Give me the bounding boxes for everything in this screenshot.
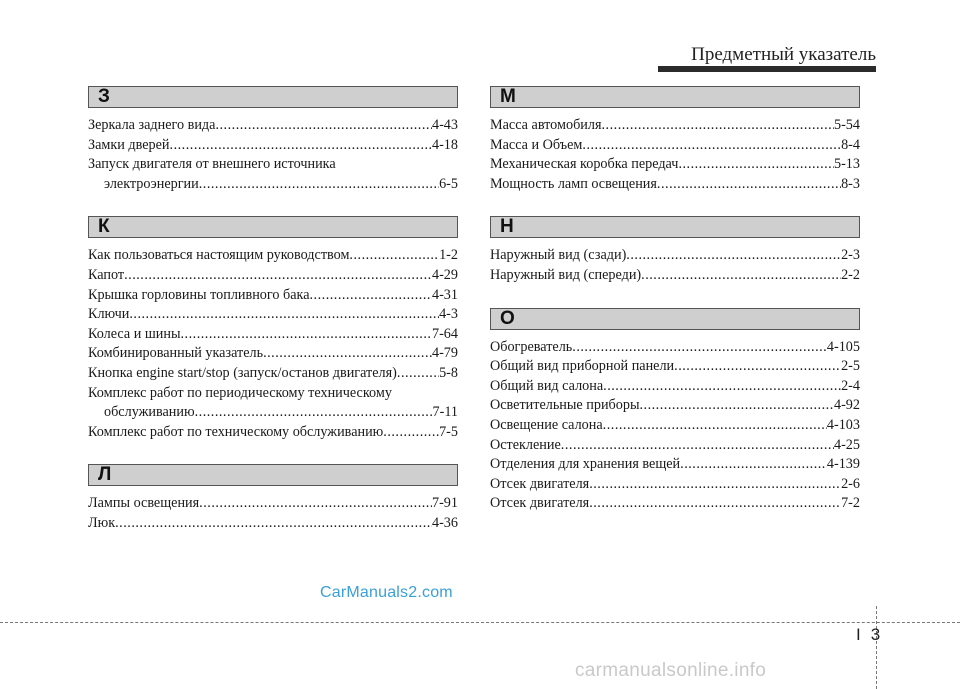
index-entry-page: 2-4 <box>841 377 860 394</box>
index-entry-continuation: электроэнергии <box>104 175 199 192</box>
index-entry-title: Мощность ламп освещения <box>490 175 657 192</box>
page-header-title: Предметный указатель <box>691 44 876 65</box>
dot-leader <box>561 436 834 456</box>
index-entry[interactable] <box>88 514 458 534</box>
index-entry-page: 4-43 <box>431 117 458 133</box>
index-entry[interactable] <box>490 396 860 416</box>
index-entry-page: 7-64 <box>431 325 458 342</box>
dot-leader <box>263 344 432 364</box>
index-entry-list <box>490 238 860 285</box>
index-entry-page: 4-29 <box>431 266 458 283</box>
index-entry-page: 5-8 <box>439 364 458 381</box>
index-entry-page: 7-91 <box>431 495 458 512</box>
index-entry-title: Остекление <box>490 436 561 453</box>
index-entry-page: 6-5 <box>439 175 458 192</box>
dot-leader <box>603 416 827 436</box>
index-entry-title: Замки дверей <box>88 136 170 153</box>
section-header <box>88 216 458 238</box>
index-entry-title: Освещение салона <box>490 416 603 433</box>
dot-leader <box>199 175 439 195</box>
dot-leader <box>639 396 834 416</box>
dot-leader <box>680 455 827 475</box>
dot-leader <box>589 494 841 514</box>
dot-leader <box>674 357 841 377</box>
index-entry-title: Комбинированный указатель <box>88 345 264 362</box>
index-entry[interactable] <box>490 494 860 514</box>
index-entry-page: 5-13 <box>833 156 860 173</box>
index-entry[interactable] <box>88 344 458 364</box>
dot-leader <box>602 116 834 136</box>
page-number-section: I <box>856 625 861 644</box>
index-entry-title: Лампы освещения <box>88 495 200 512</box>
index-entry[interactable] <box>88 175 458 195</box>
index-entry[interactable] <box>88 494 458 514</box>
section-letter: З <box>98 86 110 107</box>
index-entry-title: Колеса и шины <box>88 325 181 342</box>
index-entry[interactable] <box>88 364 458 384</box>
index-entry[interactable] <box>88 423 458 443</box>
dot-leader <box>199 494 432 514</box>
index-entry-title: Отделения для хранения вещей <box>490 456 681 473</box>
dot-leader <box>626 246 841 266</box>
section-header <box>490 308 860 330</box>
watermark-carmanuals2[interactable]: CarManuals2.com <box>320 584 453 601</box>
index-entry[interactable] <box>490 416 860 436</box>
section-gap <box>88 194 458 216</box>
index-entry-title: Наружный вид (сзади) <box>490 247 627 264</box>
index-entry[interactable] <box>490 116 860 136</box>
index-entry[interactable] <box>490 246 860 266</box>
footer-dashed-rule <box>0 622 960 623</box>
index-column-left <box>88 86 458 534</box>
index-entry[interactable] <box>88 325 458 345</box>
index-entry-list <box>490 330 860 514</box>
dot-leader <box>589 475 841 495</box>
index-entry-title: Комплекс работ по техническому обслуживанию <box>88 423 384 440</box>
index-entry-title: Отсек двигателя <box>490 475 590 492</box>
index-entry-title: Наружный вид (спереди) <box>490 266 642 283</box>
index-entry-page: 2-2 <box>841 266 860 283</box>
index-entry-page: 2-3 <box>841 247 860 264</box>
section-header <box>88 86 458 108</box>
index-entry-page: 4-105 <box>826 338 860 355</box>
index-entry-page: 4-92 <box>833 397 860 414</box>
index-entry-title: Осветительные приборы <box>490 397 640 414</box>
index-entry-title: Масса автомобиля <box>490 117 602 133</box>
dot-leader <box>349 246 439 266</box>
footer-vertical-dashed-rule <box>876 606 877 689</box>
index-entry-page: 5-54 <box>833 117 860 133</box>
index-entry[interactable] <box>88 136 458 156</box>
index-entry[interactable] <box>490 338 860 358</box>
index-entry-title: Капот <box>88 266 125 283</box>
index-entry[interactable] <box>490 377 860 397</box>
index-entry-title: Комплекс работ по периодическому техническому <box>88 384 392 401</box>
index-entry[interactable] <box>490 357 860 377</box>
index-entry[interactable] <box>490 175 860 195</box>
dot-leader <box>310 286 432 306</box>
dot-leader <box>170 136 432 156</box>
dot-leader <box>383 423 439 443</box>
index-entry-page: 1-2 <box>439 247 458 264</box>
index-entry-title: Общий вид салона <box>490 377 604 394</box>
index-entry-page: 7-11 <box>432 404 458 421</box>
index-entry-title: Ключи <box>88 306 130 323</box>
index-entry-title: Крышка горловины топливного бака <box>88 286 310 303</box>
index-entry-title: Запуск двигателя от внешнего источника <box>88 156 336 173</box>
index-entry-continuation: обслуживанию <box>104 404 195 421</box>
index-entry[interactable] <box>490 455 860 475</box>
dot-leader <box>215 116 432 136</box>
index-entry[interactable] <box>490 475 860 495</box>
index-entry[interactable] <box>88 286 458 306</box>
index-entry-page: 2-6 <box>841 475 860 492</box>
index-entry-title: Отсек двигателя <box>490 495 590 512</box>
index-entry-page: 4-25 <box>833 436 860 453</box>
index-entry-page: 8-3 <box>841 175 860 192</box>
watermark-carmanualsonline[interactable]: carmanualsonline.info <box>575 660 767 681</box>
section-letter: Н <box>500 216 514 238</box>
index-entry-title: Как пользоваться настоящим руководством <box>88 247 350 264</box>
dot-leader <box>124 266 432 286</box>
dot-leader <box>572 338 827 358</box>
dot-leader <box>657 175 841 195</box>
index-entry[interactable] <box>490 436 860 456</box>
section-letter: О <box>500 307 515 329</box>
dot-leader <box>678 155 834 175</box>
index-entry[interactable] <box>88 403 458 423</box>
index-column-right <box>490 86 860 514</box>
dot-leader <box>129 305 439 325</box>
index-entry-title: Общий вид приборной панели <box>490 358 675 375</box>
page-number <box>856 625 880 645</box>
section-gap <box>490 194 860 216</box>
page-number-value: 3 <box>870 625 881 644</box>
index-entry-page: 4-3 <box>439 306 458 323</box>
index-entry-title: Масса и Объем <box>490 136 583 153</box>
index-entry-page: 4-18 <box>431 136 458 153</box>
dot-leader <box>582 136 841 156</box>
section-header <box>490 86 860 108</box>
index-entry-title: Люк <box>88 514 116 531</box>
section-header <box>490 216 860 238</box>
section-gap <box>490 286 860 308</box>
index-entry-title: Зеркала заднего вида <box>88 117 216 133</box>
index-entry-title: Обогреватель <box>490 338 573 355</box>
section-letter: Л <box>98 464 112 486</box>
dot-leader <box>641 266 841 286</box>
section-letter: К <box>98 216 110 238</box>
index-entry[interactable] <box>88 266 458 286</box>
index-entry-page: 4-103 <box>826 416 860 433</box>
index-entry[interactable] <box>88 305 458 325</box>
dot-leader <box>115 514 432 534</box>
index-entry-title: Кнопка engine start/stop (запуск/останов двигателя) <box>88 364 397 381</box>
section-gap <box>88 442 458 464</box>
index-entry-page: 2-5 <box>841 358 860 375</box>
index-entry-page: 4-139 <box>826 456 860 473</box>
index-entry-page: 4-79 <box>431 345 458 362</box>
index-entry-list <box>490 108 860 194</box>
index-entry[interactable] <box>490 136 860 156</box>
index-entry-page: 7-2 <box>841 495 860 512</box>
dot-leader <box>603 377 841 397</box>
index-entry[interactable] <box>88 116 458 136</box>
index-entry-title: Механическая коробка передач <box>490 156 679 173</box>
index-entry-list <box>88 108 458 194</box>
dot-leader <box>397 364 439 384</box>
index-entry[interactable] <box>490 266 860 286</box>
dot-leader <box>181 325 432 345</box>
header-rule <box>658 66 876 72</box>
index-entry-list <box>88 486 458 533</box>
index-entry-page: 4-31 <box>431 286 458 303</box>
index-entry[interactable] <box>88 246 458 266</box>
section-header <box>88 464 458 486</box>
index-entry-page: 4-36 <box>431 514 458 531</box>
index-entry-page: 7-5 <box>439 423 458 440</box>
index-entry-page: 8-4 <box>841 136 860 153</box>
index-entry-list <box>88 238 458 442</box>
index-entry[interactable] <box>490 155 860 175</box>
section-letter: М <box>500 86 516 107</box>
dot-leader <box>195 403 433 423</box>
